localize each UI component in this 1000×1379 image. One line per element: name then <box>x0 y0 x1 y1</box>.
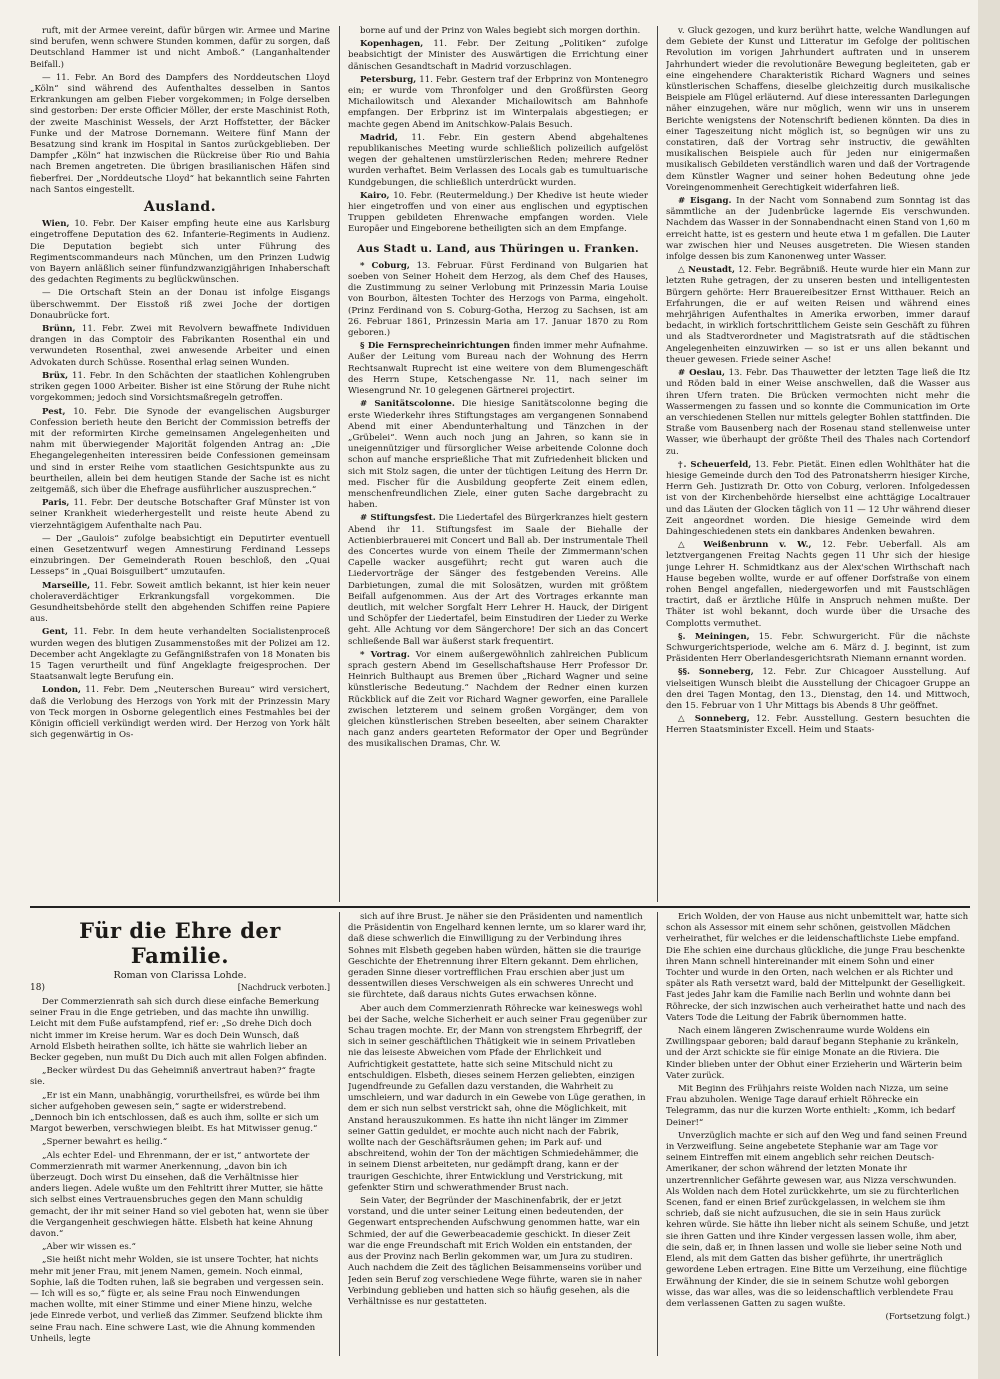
dateline: Wien, <box>42 219 70 230</box>
news-item: # Oeslau, 13. Febr. Das Thauwetter der letzten Tage ließ die Itz und Röden bald in einer Weise anschwellen, daß die Wasser aus ihren Ufern traten. Die Brücken vermochten nicht mehr die Wassermengen zu fassen und so konnte die Communication im Orte an verschiedenen Stellen nur mittels gelegter Bohlen stattfinden. Die Straße vom Bausenberg nach der Rosenau stand stellenweise unter Wasser, wie überhaupt der größte Theil des Thales nach Cortendorf zu. <box>666 368 970 457</box>
news-item: Marseille, 11. Febr. Soweit amtlich bekannt, ist hier kein neuer choleraverdächtiger Erkrankungsfall vorgekommen. Die Gesundheitsbehörde stellt den abgehenden Schiffen reine Papiere aus. <box>30 580 330 625</box>
dateline: △ Weißenbrunn v. W., <box>678 540 812 551</box>
news-item: § Die Fernsprecheinrichtungen finden immer mehr Aufnahme. Außer der Leitung vom Bureau nach der Wohnung des Herrn Rechtsanwalt Ruprecht ist eine weitere von dem Blumengeschäft des Herrn Stupe, Ketschengasse Nr. 11, nach seiner im Wiesengrund Nr. 10 gelegenen Gärtnerei projectirt. <box>348 341 648 397</box>
dateline: # Oeslau, <box>678 368 725 379</box>
news-item: Pest, 10. Febr. Die Synode der evangelischen Augsburger Confession berieth heute den Bericht der Commission betreffs der mit der reformirten Kirche gemeinsamen Angelegenheiten und nahm mit überwiegender Majorität folgenden Antrag an: „Die Ehegangelegenheiten interessiren beide Confessionen gemeinsam und sind in erster Reihe vom staatlichen Gesichtspunkte aus zu beurtheilen, allein bei dem heutigen Stande der Sache ist es nicht zeitgemäß, sich über die Ehefrage ausführlicher auszusprechen.“ <box>30 406 330 495</box>
newspaper-page <box>30 26 970 1356</box>
dateline: †. Scheuerfeld, <box>678 459 752 470</box>
paragraph: „Er ist ein Mann, unabhängig, vorurtheilsfrei, es würde bei ihm sicher aufgehoben gewesen sein,“ sagte er widerstrebend. „Dennoch bin ich entschlossen, daß es auch ihm, sollte er sich um Margot bewerben, verschwiegen bleibt. Es hat Mitwisser genug.“ <box>30 1090 320 1135</box>
paragraph: sich auf ihre Brust. Je näher sie den Präsidenten und namentlich die Präsidentin von Engelhard kennen lernte, um so klarer ward ihr, daß diese schwerlich die Einwilligung zu der Verbindung ihres Sohnes mit Elsbeth gegeben haben würden, hätten sie die traurige Geschichte der Ehetrennung ihrer Eltern gekannt. Dem ehrlichen, geraden Sinne dieser vortrefflichen Frau erschien aber just um dessentwillen dieses Verschweigen als ein schweres Unrecht und sie fürchtete, daß daraus nichts Gutes erwachsen könne. <box>348 912 647 1001</box>
dateline: § Die Fernsprecheinrichtungen <box>360 341 511 352</box>
news-item: # Stiftungsfest. Die Liedertafel des Bürgerkranzes hielt gestern Abend ihr 11. Stiftungsfest im Saale der Biehalle der Actienbierbrauerei mit Concert und Ball ab. Der instrumentale Theil des Concertes wurde von einem Theile der Zimmermann'schen Capelle wacker ausgeführt; recht gut waren auch die Liedervorträge der Sänger des festgebenden Vereins. Alle Darbietungen, zumal die mit Solosätzen, wurden mit größtem Beifall aufgenommen. Aus der Art des Vortrages erkannte man deutlich, mit welcher Sorgfalt Herr Lehrer H. Hauck, der Dirigent und Schöpfer der Liedertafel, beim Einstudiren der Lieder zu Werke geht. Alle Achtung vor dem Sängerchore! Der sich an das Concert schließende Ball war äußerst stark frequentirt. <box>348 513 648 647</box>
news-item: Brünn, 11. Febr. Zwei mit Revolvern bewaffnete Individuen drangen in das Comptoir des Fabrikanten Rosenthal ein und verwundeten Rosenthal, zwei anwesende Arbeiter und einen Advokaten durch Schüsse. Rosenthal erlag seinen Wunden. <box>30 324 330 368</box>
news-item: △ Weißenbrunn v. W., 12. Febr. Ueberfall. Als am letztvergangenen Freitag Nachts gegen 11 Uhr sich der hiesige junge Lehrer H. Schmidtkanz aus der Alex'schen Wirthschaft nach Hause begeben wollte, wurde er auf offener Dorfstraße von einem rohen Bengel angefallen, niedergeworfen und mit Faustschlägen tractirt, daß er ärztliche Hülfe in Anspruch nehmen mußte. Der Thäter ist wohl bekannt, doch wurde über die Ursache des Complotts vermuthet. <box>666 540 970 629</box>
feuilleton-author: Roman von Clarissa Lohde. <box>113 970 247 981</box>
instalment-number: 18) <box>30 983 45 993</box>
dateline: Brüx, <box>42 370 69 381</box>
column-divider <box>339 26 340 902</box>
news-item: △ Sonneberg, 12. Febr. Ausstellung. Gestern besuchten die Herren Staatsminister Excell. Heim und Staats- <box>666 714 970 736</box>
paragraph: Nach einem längeren Zwischenraume wurde Woldens ein Zwillingspaar geboren; bald darauf begann Stephanie zu kränkeln, und der Arzt schickte sie für einige Monate an die Riviera. Die Kinder blieben unter der Obhut einer Erzieherin und Wärterin beim Vater zurück. <box>666 1026 963 1081</box>
news-item: Wien, 10. Febr. Der Kaiser empfing heute eine aus Karlsburg eingetroffene Deputation des 62. Infanterie-Regiments in Audienz. Die Deputation begiebt sich unter Führung des Regimentscommandeurs nach München, um den Prinzen Ludwig von Bayern anläßlich seiner fünfundzwanzigjährigen Inhaberschaft des gedachten Regiments zu beglückwünschen. <box>30 219 330 286</box>
news-item: Petersburg, 11. Febr. Gestern traf der Erbprinz von Montenegro ein; er wurde vom Thronfolger und den Großfürsten Georg Michailowitsch und Alexander Michailowitsch am Bahnhofe empfangen. Der Erbprinz ist im Winterpalais abgestiegen; er machte gegen Abend im Anitschkow-Palais Besuch. <box>348 74 648 130</box>
dateline: Madrid, <box>360 132 398 143</box>
reprint-notice: [Nachdruck verboten.] <box>237 983 330 992</box>
dateline: Marseille, <box>42 580 91 591</box>
paragraph: Erich Wolden, der von Hause aus nicht unbemittelt war, hatte sich schon als Assessor mit einem sehr schönen, geistvollen Mädchen verheirathet, für welches er die leidenschaftlichste Liebe empfand. Die Ehe schien eine durchaus glückliche, die junge Frau beschenkte ihren Mann schnell hintereinander mit einem Sohn und einer Tochter und wurde in den Orten, nach welchen er als Richter und später als Rath versetzt ward, bald der Mittelpunkt der Geselligkeit. Fast jedes Jahr kam die Familie nach Berlin und wohnte dann bei Röhrecke, der sich inzwischen auch verheirathet hatte und nach des Vaters Tode die Leitung der Fabrik übernommen hatte. <box>666 912 969 1023</box>
news-item: # Eisgang. In der Nacht vom Sonnabend zum Sonntag ist das sämmtliche an der Judenbrücke lagernde Eis verschwunden. Nachdem das Wasser in der Sonnabendnacht einen Stand von 1,60 m erreicht hatte, ist es gestern und heute etwa 1 m gefallen. Die Lauter war zwischen hier und Neuses ausgetreten. Die Wiesen standen infolge dessen bis zum Kanonenweg unter Wasser. <box>666 196 970 263</box>
dateline: Petersburg, <box>360 74 417 85</box>
column-2 <box>348 26 648 902</box>
column-divider <box>657 26 658 902</box>
continuation-note: (Fortsetzung folgt.) <box>885 1312 970 1323</box>
paragraph: — 11. Febr. An Bord des Dampfers des Norddeutschen Lloyd „Köln“ sind während des Aufenthaltes desselben in Santos Erkrankungen am gelben Fieber vorgekommen; in Folge derselben sind gestorben: Der erste Officier Möller, der erste Maschinist Roth, der zweite Maschinist Wessels, der Arzt Hoffstetter, der Bäcker Funke und der Matrose Dornemann. Weitere fünf Mann der Besatzung sind krank im Hospital in Santos zurückgeblieben. Der Dampfer „Köln“ hat inzwischen die Rückreise über Rio und Bahia nach Bremen angetreten. Die übrigen brasilianischen Häfen sind fieberfrei. Der „Norddeutsche Lloyd“ hat bekanntlich seine Fahrten nach Santos eingestellt. <box>30 72 330 195</box>
paragraph: Mit Beginn des Frühjahrs reiste Wolden nach Nizza, um seine Frau abzuholen. Wenige Tage darauf erhielt Röhrecke ein Telegramm, das nur die kurzen Worte enthielt: „Komm, ich bedarf Deiner!“ <box>666 1084 955 1128</box>
news-item: # Sanitätscolonne. Die hiesige Sanitätscolonne beging die erste Wiederkehr ihres Stiftungstages am vergangenen Sonnabend Abend mit einer Abendunterhaltung und Tänzchen in der „Grübelei“. Wenn auch noch jung an Jahren, so kann sie in uneigennütziger und fürsorglicher Weise arbeitende Colonne doch schon auf manche ersprießliche That mit Zufriedenheit blicken und sich mit Stolz sagen, die unter der tüchtigen Leitung des Herrn Dr. med. Fischer für die Ausbildung geopferte Zeit einem edlen, menschenfreundlichen Ziele, einer guten Sache dargebracht zu haben. <box>348 399 648 511</box>
dateline: # Sanitätscolonne. <box>360 399 455 410</box>
news-item: Madrid, 11. Febr. Ein gestern Abend abgehaltenes republikanisches Meeting wurde schließlich polizeilich aufgelöst wegen der gehaltenen umstürzlerischen Reden; mehrere Redner wurden verhaftet. Beim Verlassen des Locals gab es tumultuarische Kundgebungen, die schließlich unterdrückt wurden. <box>348 132 648 188</box>
feuilleton-column-1 <box>30 912 330 1356</box>
dateline: Gent, <box>42 627 69 638</box>
news-item: Kopenhagen, 11. Febr. Der Zeitung „Politiken“ zufolge beabsichtigt der Minister des Auswärtigen die Errichtung einer dänischen Gesandtschaft in Madrid vorzuschlagen. <box>348 39 648 72</box>
news-item: †. Scheuerfeld, 13. Febr. Pietät. Einen edlen Wohlthäter hat die hiesige Gemeinde durch den Tod des Patronatsherrn hiesiger Kirche, Herrn Geh. Justizrath Dr. Otto von Coburg, verloren. Infolgedessen ist von der Kirchenbehörde hierselbst eine achttägige Localtrauer und das Läuten der Glocken täglich von 11 — 12 Uhr während dieser Zeit angeordnet worden. Die hiesige Gemeinde wird dem Dahingeschiedenen stets ein dankbares Andenken bewahren. <box>666 459 970 537</box>
dateline: §. Meiningen, <box>678 631 750 642</box>
news-item: Paris, 11. Febr. Der deutsche Botschafter Graf Münster ist von seiner Krankheit wiederhergestellt und reiste heute Abend zu vierzehntägigem Aufenthalte nach Pau. <box>30 498 330 531</box>
column-divider <box>339 912 340 1356</box>
column-divider <box>657 912 658 1356</box>
feuilleton-column-3 <box>666 912 970 1356</box>
dateline: §§. Sonneberg, <box>678 667 754 678</box>
paragraph: Aber auch dem Commerzienrath Röhrecke war keineswegs wohl bei der Sache, welche Sicherheit er auch seiner Frau gegenüber zur Schau tragen mochte. Er, der Mann von strengstem Ehrbegriff, der sich in seiner geschäftlichen Thätigkeit wie in seinem Privatleben nie das leiseste Abweichen vom Pfade der Ehrlichkeit und Aufrichtigkeit gestattete, hatte sich seine Mitschuld nicht zu entschuldigen. Elsbeth, dieses seinem Herzen geliebten, einzigen Jugendfreunde zu Gefallen dazu verstanden, die Wahrheit zu umschleiern, und war dadurch in ein Gewebe von Lüge gerathen, in dem er sich nun selbst verstrickt sah, ohne die Möglichkeit, mit Anstand herauszukommen. Es hatte ihn nicht länger im Zimmer seiner Gattin geduldet, er mochte auch nicht nach der Fabrik, wollte nach der Geschäftsräumen gehen; im Park auf- und abschreitend, wohin der Ton der mächtigen Schmiedehämmer, die in seinem Dienst arbeiteten, nur gedämpft drang, kann er der traurigen Geschichte, ihrer Entwicklung und Verstrickung, mit gefenkter Stirn und schwerathmender Brust nach. <box>348 1003 648 1193</box>
paragraph: „Als echter Edel- und Ehrenmann, der er ist,“ antwortete der Commerzienrath mit warmer Anerkennung, „davon bin ich überzeugt. Doch wirst Du einsehen, daß die Verhältnisse hier anders liegen. Adele wußte um den Fehltritt ihrer Mutter, sie hätte sich selbst eines Vertrauensbruches gegen den Mann schuldig gemacht, der ihr mit seiner Hand so viel geboten hat, wenn sie über die Vergangenheit geschwiegen hätte. Elsbeth hat keine Ahnung davon.“ <box>30 1150 329 1240</box>
paragraph: v. Gluck gezogen, und kurz berührt hatte, welche Wandlungen auf dem Gebiete der Kunst und Litteratur im Gefolge der politischen Revolution im vorigen Jahrhundert auftraten und in unserem Jahrhundert wieder die revolutionäre Bewegung begleiteten, gab er eine eingehendere Charakteristik Richard Wagners und seines künstlerischen Schaffens, dieselbe gleichzeitig durch musikalische Beispiele am Flügel erläuternd. Auf diese interessanten Darlegungen näher einzugehen, wäre nur möglich, wenn wir uns in unserem Berichte wenigstens der Notenschrift bedienen könnten. Da dies in einer Tageszeitung nicht möglich ist, so begnügen wir uns zu constatiren, daß der Vortrag sehr instructiv, die gewählten musikalischen Beispiele auch für jeden nur einigermaßen musikalisch Gebildeten verständlich waren und daß der Vortragende dem Künstler Wagner und seiner hohen Bedeutung ohne jede Voreingenommenheit Gerechtigkeit widerfahren ließ. <box>666 26 970 193</box>
column-3 <box>666 26 970 902</box>
paragraph: borne auf und der Prinz von Wales begiebt sich morgen dorthin. <box>360 26 641 36</box>
news-item: §§. Sonneberg, 12. Febr. Zur Chicagoer Ausstellung. Auf vielseitigen Wunsch bleibt die Ausstellung der Chicagoer Gruppe an den drei Tagen Montag, den 13., Dienstag, den 14. und Mittwoch, den 15. Februar von 1 Uhr Mittags bis Abends 8 Uhr geöffnet. <box>666 667 970 711</box>
paragraph: — Die Ortschaft Stein an der Donau ist infolge Eisgangs überschwemmt. Der Eisstoß riß zwei Joche der dortigen Donaubrücke fort. <box>30 288 330 321</box>
news-item: Gent, 11. Febr. In dem heute verhandelten Socialistenproceß wurden wegen des blutigen Zusammenstoßes mit der Polizei am 12. December acht Angeklagte zu Gefängnißstrafen von 18 Monaten bis 15 Tagen verurtheilt und fünf Angeklagte freigesprochen. Der Staatsanwalt legte Berufung ein. <box>30 627 330 683</box>
dateline: △ Neustadt, <box>678 265 735 276</box>
news-item: London, 11. Febr. Dem „Neuterschen Bureau“ wird versichert, daß die Verlobung des Herzogs von York mit der Prinzessin Mary von Teck morgen in Osborne gelegentlich eines Festmahles bei der Königin officiell verkündigt werden wird. Der Herzog von York hält sich gegenwärtig in Os- <box>30 685 330 741</box>
dateline: Kopenhagen, <box>360 39 424 50</box>
news-item: * Vortrag. Vor einem außergewöhnlich zahlreichen Publicum sprach gestern Abend im Gesellschaftshause Herr Professor Dr. Heinrich Bulthaupt aus Bremen über „Richard Wagner und seine künstlerische Bedeutung.“ Nachdem der Redner einen kurzen Rückblick auf die Zeit vor Richard Wagner geworfen, eine Parallele zwischen letzterem und seinem großen Vorgänger, dem von gleichen künstlerischen Streben beseelten, aber seinem Charakter nach ganz anders gearteten Reformator der Oper und Begründer des musikalischen Dramas, Chr. W. <box>348 649 648 750</box>
paragraph: ruft, mit der Armee vereint, dafür bürgen wir. Armee und Marine sind berufen, wenn schwere Stunden kommen, dafür zu sorgen, daß Deutschland Hammer ist und nicht Amboß.“ (Langanhaltender Beifall.) <box>30 26 330 70</box>
dateline: Pest, <box>42 406 66 417</box>
news-section <box>30 26 970 902</box>
news-item: △ Neustadt, 12. Febr. Begräbniß. Heute wurde hier ein Mann zur letzten Ruhe getragen, der zu unseren besten und intelligentesten Bürgern gehörte: Herr Brauereibesitzer Ernst Witthauer. Reich an Erfahrungen, die er auf weiten Reisen und während eines mehrjährigen Aufenthaltes in Amerika erworben, immer darauf bedacht, in wirklich fortschrittlichem Geiste sein Geschäft zu führen und als Stadtverordneter und Magistratsrath auf die städtischen Angelegenheiten einzuwirken — so ist er uns allen bekannt und theuer gewesen. Friede seiner Asche! <box>666 265 970 365</box>
dateline: London, <box>42 685 82 696</box>
page-edge <box>978 0 1000 1379</box>
feuilleton-column-2 <box>348 912 648 1356</box>
dateline: * Coburg, <box>360 260 410 271</box>
dateline: Paris, <box>42 498 70 509</box>
instalment-line <box>30 983 330 993</box>
dateline: # Stiftungsfest. <box>360 513 436 524</box>
feuilleton-section <box>30 912 970 1356</box>
news-item: * Coburg, 13. Februar. Fürst Ferdinand von Bulgarien hat soeben von Seiner Hoheit dem Herzog, als dem Chef des Hauses, die Zustimmung zu seiner Verlobung mit Prinzessin Maria Louise von Bourbon, ältesten Tochter des Herzogs von Parma, eingeholt. (Prinz Ferdinand von S. Coburg-Gotha, Herzog zu Sachsen, ist am 26. Februar 1861, Prinzessin Maria am 17. Januar 1870 zu Rom geboren.) <box>348 260 648 339</box>
section-heading-ausland: Ausland. <box>143 199 217 216</box>
paragraph: Sein Vater, der Begründer der Maschinenfabrik, der er jetzt vorstand, und die unter seiner Leitung einen bedeutenden, der Gegenwart entsprechenden Aufschwung genommen hatte, war ein Schmied, der auf die Gewerbeacademie geschickt. In dieser Zeit war die enge Freundschaft mit Erich Wolden ein entstanden, der aus der Provinz nach Berlin gekommen war, um Jura zu studiren. Auch nachdem die Zeit des täglichen Beisammenseins vorüber und Jeden sein Beruf zog verschiedene Wege führte, waren sie in naher Verbindung geblieben und hatten sich so häufig gesehen, als die Verhältnisse es nur gestatteten. <box>348 1196 642 1307</box>
paragraph: „Sie heißt nicht mehr Wolden, sie ist unsere Tochter, hat nichts mehr mit jener Frau, mit jenem Namen, gemein. Noch einmal, Sophie, laß die Todten ruhen, laß sie begraben und vergessen sein. — Ich will es so,“ fügte er, als seine Frau noch Einwendungen machen wollte, mit einer Stimme und einer Miene hinzu, welche jede Einrede verbot, und verließ das Zimmer. Seufzend blickte ihm seine Frau nach. Eine schwere Last, wie die Ahnung kommenden Unheils, legte <box>30 1255 324 1344</box>
paragraph: „Sperner bewahrt es heilig.“ <box>42 1137 168 1148</box>
news-item: Brüx, 11. Febr. In den Schächten der staatlichen Kohlengruben striken gegen 1000 Arbeiter. Bisher ist eine Störung der Ruhe nicht vorgekommen; jedoch sind Vorsichtsmaßregeln getroffen. <box>30 370 330 404</box>
paragraph: „Becker würdest Du das Geheimniß anvertraut haben?“ fragte sie. <box>30 1066 316 1088</box>
paragraph: — Der „Gaulois“ zufolge beabsichtigt ein Deputirter eventuell einen Gesetzentwurf wegen Amnestirung Ferdinand Lesseps einzubringen. Der Gemeinderath Rouen beschloß, den „Quai Lesseps“ in „Quai Boisguilbert“ umzutaufen. <box>30 533 330 578</box>
dateline: Kairo, <box>360 190 390 201</box>
dateline: # Eisgang. <box>678 196 732 207</box>
paragraph: Unverzüglich machte er sich auf den Weg und fand seinen Freund in Verzweiflung. Seine angebetete Stephanie war am Tage vor seinem Eintreffen mit einem angeblich sehr reichen Deutsch-Amerikaner, der schon während der letzten Monate ihr unzertrennlicher Gefährte gewesen war, aus Nizza verschwunden. Als Wolden nach dem Hotel zurückkehrte, um sie zu fürchterlichen Scenen, fand er einen Brief zurückgelassen, in welchem sie ihm schrieb, daß sie nicht aufzusuchen, die sie in sein Haus zurück kehren würde. Sie hätte ihn lieber nicht als seinem Schuße, und jetzt sie ihren Gatten und ihre Kinder vergessen lassen wolle, ihm aber, die sein, daß er, in Ihnen lassen und wolle sie lieber seine Noth und Elend, als mit dem Gatten das bisher geführte, ihr unerträglich gewordene Leben ertragen. Eine Bitte um Verzeihung, eine flüchtige Erwähnung der Kinder, die sie in seinem Schutze wohl geborgen wisse, das war alles, was die so leidenschaftlich verblendete Frau dem verlassenen Gatten zu sagen wußte. <box>666 1130 969 1309</box>
dateline: * Vortrag. <box>360 649 410 660</box>
news-item: §. Meiningen, 15. Febr. Schwurgericht. Für die nächste Schwurgerichtsperiode, welche am 6. März d. J. beginnt, ist zum Präsidenten Herr Oberlandesgerichtsrath Niemann ernannt worden. <box>666 631 970 665</box>
news-item: Kairo, 10. Febr. (Reutermeldung.) Der Khedive ist heute wieder hier eingetroffen und von einer aus englischen und egyptischen Truppen gebildeten Ehrenwache empfangen worden. Viele Europäer und Eingeborene betheiligten sich an dem Empfange. <box>348 190 648 235</box>
paragraph: Der Commerzienrath sah sich durch diese einfache Bemerkung seiner Frau in die Enge getrieben, und das machte ihn unwillig. Leicht mit dem Fuße aufstampfend, rief er: „So drehe Dich doch nicht immer im Kreise herum. War es doch Dein Wunsch, daß Arnold Elsbeth heirathen sollte, ich hätte sie wahrlich lieber an Becker gegeben, nun mußt Du Dich auch mit allen Folgen abfinden. <box>30 997 327 1064</box>
feuilleton-divider <box>30 906 970 908</box>
section-heading-local: Aus Stadt u. Land, aus Thüringen u. Franken. <box>356 242 640 255</box>
dateline: Brünn, <box>42 324 76 335</box>
paragraph: „Aber wir wissen es.“ <box>42 1242 136 1253</box>
column-1 <box>30 26 330 902</box>
feuilleton-title: Für die Ehre der Familie. <box>79 918 281 968</box>
dateline: △ Sonneberg, <box>678 714 750 725</box>
